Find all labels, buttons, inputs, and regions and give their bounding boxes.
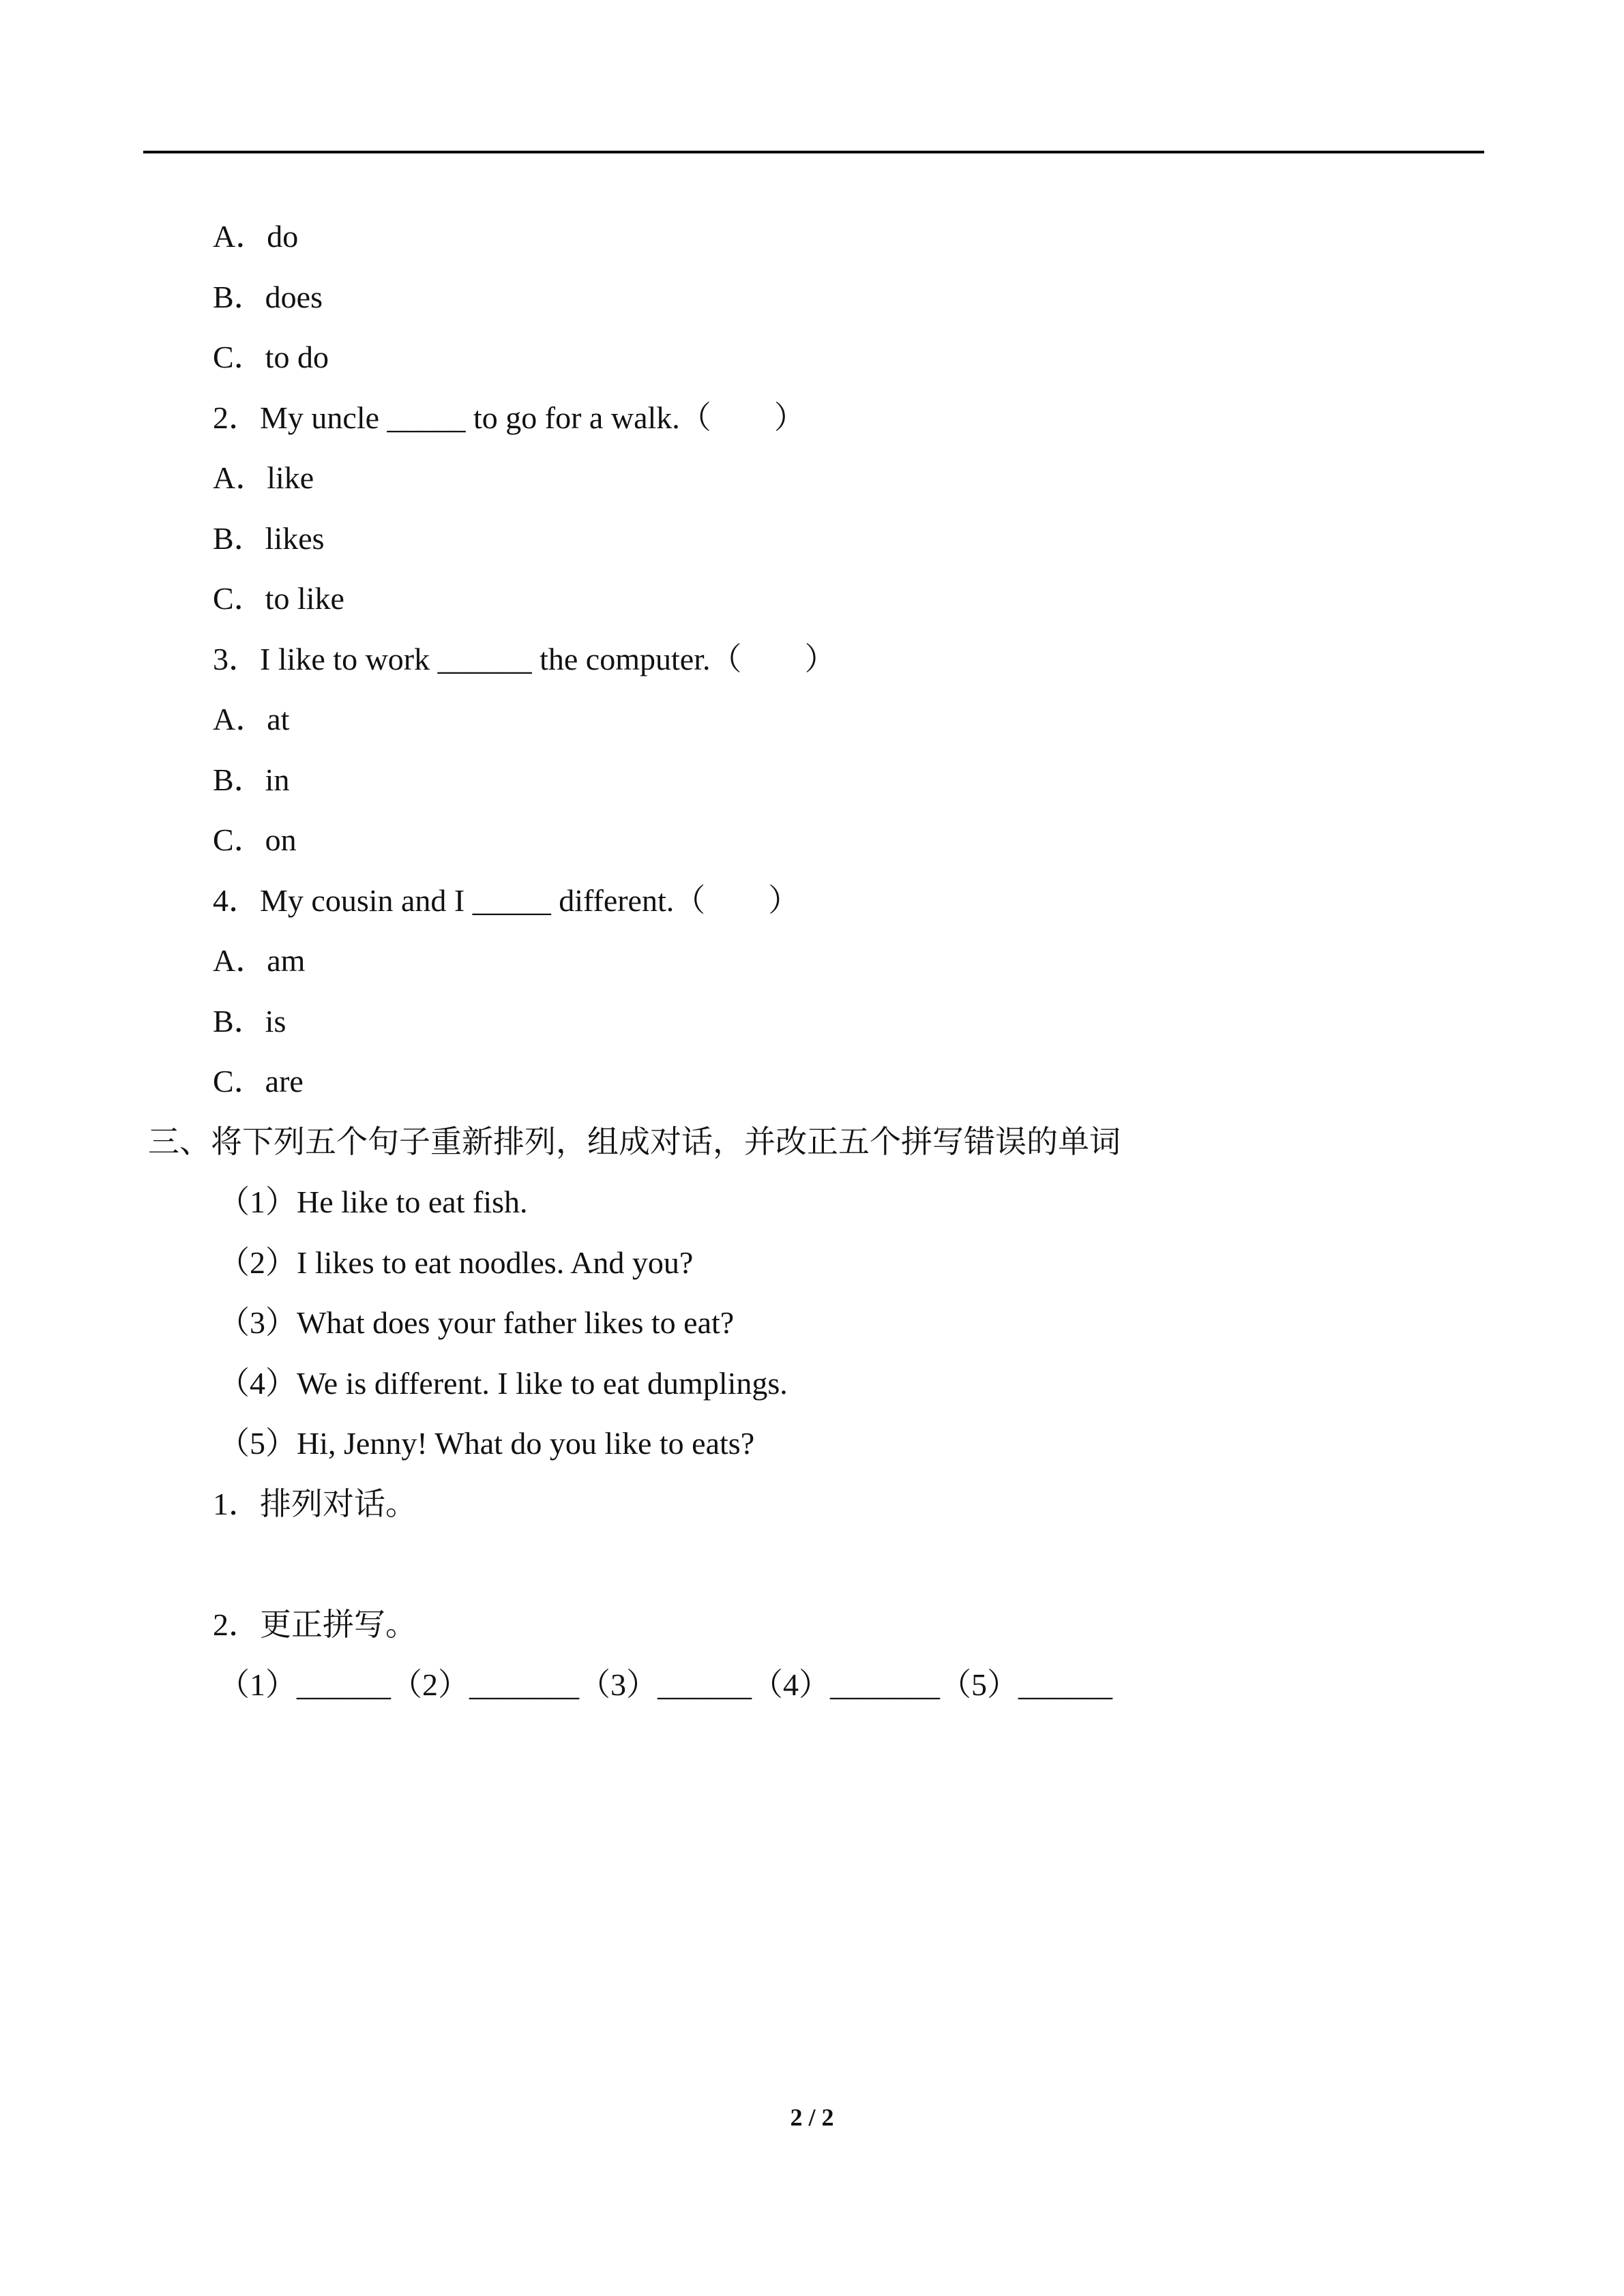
q2-option-a: A．like: [213, 460, 314, 495]
q3-option-c: C．on: [213, 822, 297, 857]
q1-option-a: A．do: [213, 219, 299, 254]
section-3-heading: 三、将下列五个句子重新排列，组成对话，并改正五个拼写错误的单词: [148, 1124, 1121, 1159]
q4-stem: 4．My cousin and I _____ different.（ ）: [213, 883, 800, 918]
q2-option-b: B．likes: [213, 521, 325, 556]
task-1-arrange: 1．排列对话。: [213, 1487, 417, 1521]
q2-option-c: C．to like: [213, 581, 344, 616]
q1-option-c: C．to do: [213, 340, 329, 374]
q1-option-b: B．does: [213, 280, 323, 314]
q4-option-a: A．am: [213, 943, 306, 978]
dialog-sentence-4: （4）We is different. I like to eat dumplings.: [218, 1366, 788, 1401]
q3-option-a: A．at: [213, 702, 290, 736]
q4-option-b: B．is: [213, 1004, 286, 1039]
q2-stem: 2．My uncle _____ to go for a walk.（ ）: [213, 400, 806, 435]
dialog-sentence-3: （3）What does your father likes to eat?: [218, 1305, 735, 1340]
dialog-sentence-2: （2）I likes to eat noodles. And you?: [218, 1245, 694, 1280]
page-number: 2 / 2: [790, 2104, 834, 2131]
task-2-correct-spelling: 2．更正拼写。: [213, 1607, 417, 1642]
header-rule: [143, 151, 1484, 153]
q3-option-b: B．in: [213, 762, 290, 797]
q3-stem: 3．I like to work ______ the computer.（ ）: [213, 642, 836, 676]
spelling-answer-blanks: （1）______（2）_______（3）______（4）_______（5）______: [218, 1667, 1112, 1702]
dialog-sentence-1: （1）He like to eat fish.: [218, 1184, 528, 1219]
q4-option-c: C．are: [213, 1064, 304, 1099]
dialog-sentence-5: （5）Hi, Jenny! What do you like to eats?: [218, 1426, 755, 1461]
